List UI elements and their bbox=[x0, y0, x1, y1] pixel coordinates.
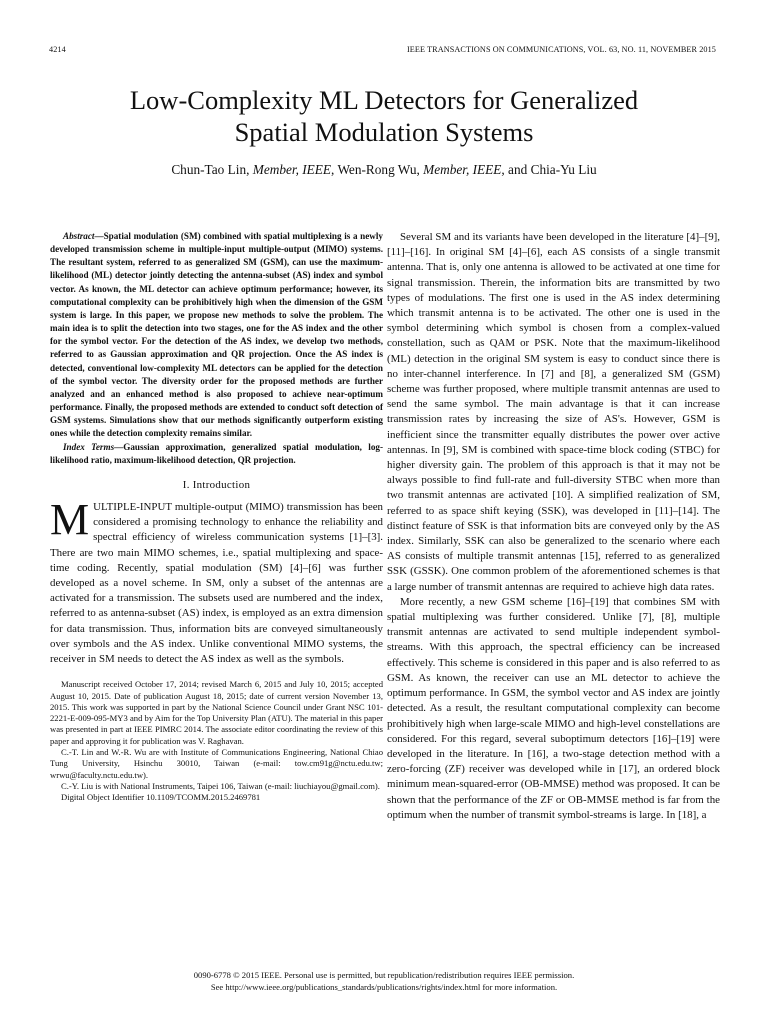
paper-title-line-1: Low-Complexity ML Detectors for Generalized bbox=[129, 85, 639, 115]
copyright-line-1: 0090-6778 © 2015 IEEE. Personal use is permitted, but republication/redistribution requires IEEE permission. bbox=[193, 970, 575, 980]
author-2: , Wen-Rong Wu, bbox=[331, 162, 424, 177]
index-terms-text: —Gaussian approximation, generalized spatial modulation, log-likelihood ratio, maximum-likelihood detection, QR projection. bbox=[50, 441, 383, 465]
author-2-role: Member, IEEE bbox=[423, 162, 502, 177]
section-heading bbox=[50, 478, 383, 493]
index-terms-label: Index Terms bbox=[63, 441, 115, 452]
footnote-affiliation-1: C.-T. Lin and W.-R. Wu are with Institute of Communications Engineering, National Chiao Tung University, Hsinchu 30010, Taiwan (e-mail: tow.cm91g@nctu.edu.tw; wrwu@faculty.nctu.edu.tw). bbox=[50, 747, 383, 780]
author-1: Chun-Tao Lin, bbox=[171, 162, 253, 177]
section-heading-text: I. Introduction bbox=[182, 478, 251, 491]
author-3: , and Chia-Yu Liu bbox=[501, 162, 597, 177]
journal-title: IEEE TRANSACTIONS ON COMMUNICATIONS, VOL. 63, NO. 11, NOVEMBER 2015 bbox=[406, 45, 716, 54]
left-column bbox=[50, 230, 383, 804]
intro-paragraph-text: ULTIPLE-INPUT multiple-output (MIMO) transmission has been considered a promising technology to enhance the reliability and spectral efficiency of wireless communication systems [1]–[3]. There are two main MIMO schemes, i.e., spatial multiplexing and space-time coding. Recently, spatial modulation (SM) [4]–[6] was further developed as a novel scheme. In SM, only a subset of the antennas are activated for a transmission. The subsets used are numbered and the index, referred to as antenna-subset (AS) index, is employed as an extra dimension for data transmission. Thus, information bits are conveyed simultaneously over symbols and the AS index. Unlike conventional MIMO systems, the receiver in SM needs to detect the AS index as well as the symbols. bbox=[50, 501, 383, 666]
abstract bbox=[50, 230, 383, 441]
paper-title bbox=[40, 84, 728, 148]
abstract-text: —Spatial modulation (SM) combined with spatial multiplexing is a newly developed transmission scheme in multiple-input multiple-output (MIMO) systems. The resultant system, referred to as generalized SM (GSM), can use the maximum-likelihood (ML) detector jointly detecting the antenna-subset (AS) index and symbol vector. As known, the ML detector can achieve optimum performance; however, its computational complexity can be prohibitively high when the dimension of the GSM system is large. In this paper, we propose new methods to solve the problem. The main idea is to split the detection into two stages, one for the AS index and the other for the symbol vector. For the detection of the AS index, we develop two methods, referred to as Gaussian approximation and QR projection. Once the AS index is detected, conventional low-complexity ML detectors can be applied for the detection of the symbol vector. The diversity order for the proposed methods are further analyzed and an enhanced method is also proposed to achieve near-optimum performance. Finally, the proposed methods are extended to conduct soft detection of GSM systems. Simulations show that our methods significantly outperform existing ones while the detection complexity remains similar. bbox=[50, 231, 383, 439]
right-paragraph-1: Several SM and its variants have been developed in the literature [4]–[9], [11]–[16]. In original SM [4]–[6], each AS consists of a single transmit antenna. That is, only one antenna is allowed to be activated at one time for signal transmission. Therein, the information bits are transmitted by two types of modulations. The first one is used in the AS index determining which transmit antenna is to be activated. The other one is used in the symbol determining which symbol is chosen from a complex-valued constellation, such as QAM or PSK. Note that the maximum-likelihood (ML) detection in the original SM system is easy to conduct since there is no inter-channel interference. In [7] and [8], a generalized SM (GSM) scheme was further proposed, where multiple transmit antennas are used to send the same symbol. The main advantage is that it can increase transmission rates by increasing the size of AS's. However, GSM is inefficient since the transmitter equally distributes the power over active antennas. In [9], SM is combined with space-time block coding (STBC) for higher diversity gain. The problem of this approach is that it may not be always possible to find full-rate and full-diversity STBC when more than two transmit antennas are activated [10]. A simplified realization of SM, referred to as space shift keying (SSK), was developed in [11]–[14]. The distinct feature of SSK is that information bits are conveyed only by the AS index. Similarly, SSK can also be generalized to the scenario where each AS consists of multiple transmit antennas [15], referred to as generalized SSK (GSSK). One common problem of the aforementioned schemes is that a large number of transmit antennas are required to achieve high data rates. bbox=[387, 231, 720, 593]
footnotes bbox=[50, 679, 383, 803]
copyright-notice bbox=[40, 969, 728, 993]
footnote-doi: Digital Object Identifier 10.1109/TCOMM.2015.2469781 bbox=[61, 792, 261, 803]
page-number: 4214 bbox=[49, 45, 66, 54]
footnote-affiliation-2: C.-Y. Liu is with National Instruments, Taipei 106, Taiwan (e-mail: liuchiayou@gmail.com). bbox=[61, 780, 380, 791]
footnote-manuscript: Manuscript received October 17, 2014; revised March 6, 2015 and July 10, 2015; accepted August 10, 2015. Date of publication August 18, 2015; date of current version November 13, 2015. This work was supported in part by the National Science Council under Grant NSC 101-2221-E-009-095-MY3 and by Aim for the Top University Plan (ATU). The material in this paper was presented in part at IEEE PIMRC 2014. The associate editor coordinating the review of this paper and approving it for publication was V. Raghavan. bbox=[50, 679, 383, 746]
intro-paragraph bbox=[50, 495, 383, 667]
right-paragraph-2: More recently, a new GSM scheme [16]–[19] that combines SM with spatial multiplexing was further considered. Unlike [7], [8], multiple transmit antennas are activated to send multiple independent symbol-streams. With this approach, the spectral efficiency can be increased effectively. This scheme is considered in this paper and is also referred to as GSM. As known, the receiver can use an ML detector to achieve the optimum performance. In GSM, the symbol vector and AS index are jointly detected. As a result, the resultant computational complexity can become prohibitively high when large-scale MIMO and high-level constellations are considered. For this regard, several suboptimum detectors [16]–[19] were developed in the literature. In [16], a two-stage detection method with a zero-forcing (ZF) receiver was developed while in [17], an ordered block minimum mean-squared-error (OB-MMSE) method was proposed. It can be shown that the performance of the ZF or OB-MMSE method is far from the optimum when the number of transmit symbol-streams is large. In [18], a bbox=[387, 595, 720, 821]
copyright-line-2: See http://www.ieee.org/publications_standards/publications/rights/index.html for more information. bbox=[210, 982, 558, 992]
abstract-label: Abstract bbox=[63, 231, 95, 241]
paper-title-line-2: Spatial Modulation Systems bbox=[234, 117, 534, 147]
right-column bbox=[387, 230, 720, 823]
author-line bbox=[40, 161, 728, 178]
author-1-role: Member, IEEE bbox=[252, 162, 332, 177]
index-terms bbox=[50, 441, 383, 467]
drop-cap: M bbox=[50, 495, 90, 545]
